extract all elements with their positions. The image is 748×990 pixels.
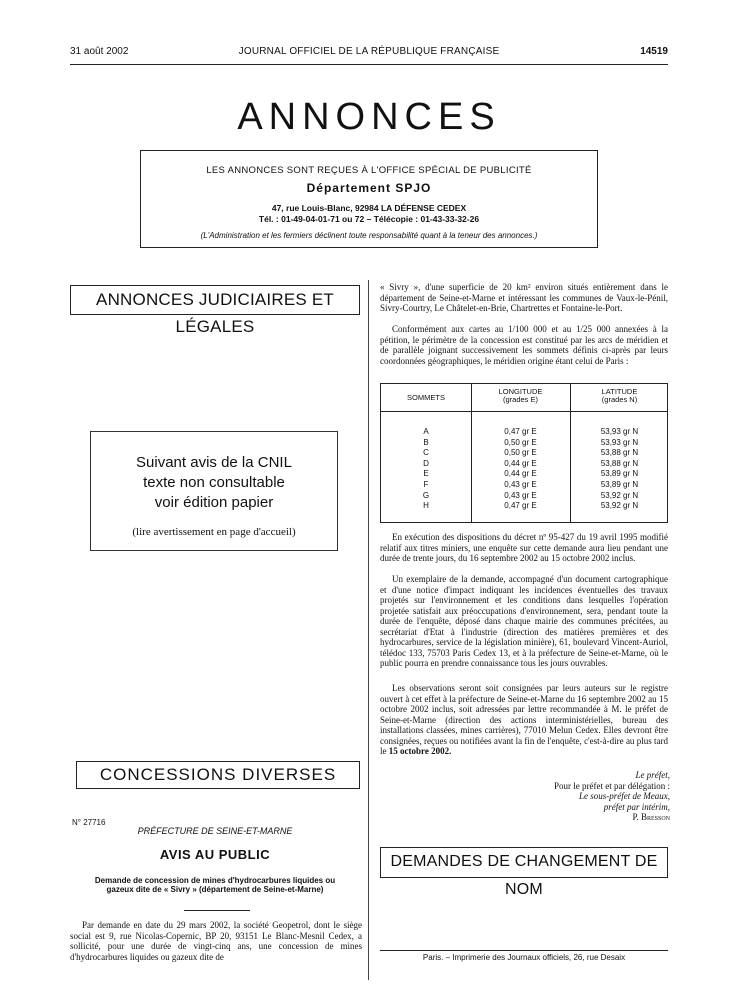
cnil-notice-box xyxy=(90,431,338,551)
notice-paragraph: En exécution des dispositions du décret nº 95-427 du 19 avril 1995 modifié relatif aux titres miniers, une enquête sur cette demande aura lieu pendant une durée de trente jours, du 16 septembre 2002 au 15 octobre 2002 inclus. xyxy=(380,532,668,563)
info-department: Département SPJO xyxy=(306,181,432,195)
table-cell: 0,44 gr E xyxy=(504,458,537,468)
info-box xyxy=(140,150,598,248)
table-cell: 53,93 gr N xyxy=(600,437,639,447)
header-page-number: 14519 xyxy=(640,46,668,57)
table-cell: G xyxy=(422,490,430,500)
section-concessions-diverses: CONCESSIONS DIVERSES xyxy=(76,761,360,789)
signature-line: préfet par intérim, xyxy=(603,801,670,812)
section-annonces-judiciaires: ANNONCES JUDICIAIRES ET LÉGALES xyxy=(70,285,360,315)
notice-paragraph: Un exemplaire de la demande, accompagné d'un document cartographique et d'une notice d'impact indiquant les incidences éventuelles des travaux projetés sur l'environnement et les conditions dans lesquelles l'opération projetée satisfait aux préoccupations d'environnement, sera, pendant toute la durée de l'enquête, déposé dans chaque mairie des communes précitées, au secrétariat d'Etat à l'industrie (direction des matières premières et des hydrocarbures, service de la législation minière), 61, boulevard Vincent-Auriol, télédoc 133, 75703 Paris Cedex 13, et à la préfecture de Seine-et-Marne, où le public pourra en prendre connaissance tous les jours ouvrables. xyxy=(380,574,668,668)
notice-prefecture: PRÉFECTURE DE SEINE-ET-MARNE xyxy=(137,826,293,836)
table-cell: 53,93 gr N xyxy=(600,427,639,436)
page-title: ANNONCES xyxy=(237,96,501,138)
info-line: LES ANNONCES SONT REÇUES À L'OFFICE SPÉCIAL DE PUBLICITÉ xyxy=(206,165,532,176)
table-cell: 0,50 gr E xyxy=(504,448,537,458)
cnil-line: texte non consultable xyxy=(143,474,285,491)
table-cell: 0,44 gr E xyxy=(504,469,537,479)
table-cell: C xyxy=(423,448,429,458)
table-cell: 0,43 gr E xyxy=(504,479,537,489)
table-header-longitude-label: LONGITUDE xyxy=(498,387,543,396)
info-phone: Tél. : 01-49-04-01-71 ou 72 – Télécopie : 01-43-33-32-26 xyxy=(258,214,480,224)
signature-line: Le sous-préfet de Meaux, xyxy=(579,791,670,801)
notice-subject: Demande de concession de mines d'hydrocarbures liquides ou gazeux dite de « Sivry » (département de Seine-et-Marne) xyxy=(94,876,336,894)
signature-line: Pour le préfet et par délégation : xyxy=(554,780,670,791)
coordinates-table xyxy=(380,383,668,523)
cnil-line: Suivant avis de la CNIL xyxy=(136,454,292,471)
table-header-longitude-unit: (grades E) xyxy=(502,395,538,404)
table-header-latitude-unit: (grades N) xyxy=(601,395,638,404)
section-changement-de-nom: DEMANDES DE CHANGEMENT DE NOM xyxy=(380,847,668,878)
footer-imprint: Paris. – Imprimerie des Journaux officiels, 26, rue Desaix xyxy=(422,953,626,962)
table-cell: D xyxy=(423,458,429,468)
table-cell: E xyxy=(423,469,429,479)
signature-line: Le préfet, xyxy=(635,770,670,780)
table-cell: 53,88 gr N xyxy=(600,448,639,458)
table-header-latitude-label: LATITUDE xyxy=(601,387,638,396)
table-cell: A xyxy=(423,427,429,436)
table-cell: B xyxy=(423,437,429,447)
notice-deadline: 15 octobre 2002. xyxy=(388,746,452,756)
page-header xyxy=(70,46,668,62)
table-cell: 53,92 gr N xyxy=(600,501,639,511)
signature-block xyxy=(470,770,670,823)
table-header-sommets: SOMMETS xyxy=(407,393,445,402)
info-address: 47, rue Louis-Blanc, 92984 LA DÉFENSE CEDEX xyxy=(271,203,467,213)
table-column-latitude xyxy=(570,427,669,512)
footer-divider xyxy=(380,950,668,951)
cnil-warning: (lire avertissement en page d'accueil) xyxy=(132,526,296,538)
table-header-divider xyxy=(381,411,667,412)
notice-heading: AVIS AU PUBLIC xyxy=(159,847,271,862)
notice-paragraph: Conformément aux cartes au 1/100 000 et au 1/25 000 annexées à la pétition, le périmètre de la concession est constitué par les arcs de méridien et de parallèle joignant successivement les sommets définis ci-après par leurs coordonnées géographiques, le méridien origine étant celui de Paris : xyxy=(380,324,668,366)
table-cell: 53,89 gr N xyxy=(600,479,639,489)
notice-paragraph-text: Les observations seront soit consignées par leurs auteurs sur le registre ouvert à cet effet à la préfecture de Seine-et-Marne du 16 septembre 2002 au 15 octobre 2002 inclus, soit adressées par lettre recommandée à M. le préfet de Seine-et-Marne (direction des actions interministérielles, bureau des installations classées, mines carrières), 77010 Melun Cedex. Elles devront être consignées, reçues ou notifiées avant la fin de l'enquête, c'est-à-dire au plus tard le xyxy=(380,683,668,756)
table-cell: 0,47 gr E xyxy=(504,427,537,436)
table-cell: 53,89 gr N xyxy=(600,469,639,479)
table-column-longitude xyxy=(471,427,570,512)
header-date: 31 août 2002 xyxy=(70,46,129,57)
notice-paragraph: « Sivry », d'une superficie de 20 km² environ situés entièrement dans le département de Seine-et-Marne et intéressant les communes de Vaux-le-Pénil, Sivry-Courtry, Le Châtelet-en-Brie, Chartrettes et Fontaine-le-Port. xyxy=(380,282,668,313)
table-cell: 0,47 gr E xyxy=(504,501,537,511)
table-header-longitude xyxy=(471,388,570,404)
notice-divider xyxy=(184,910,250,911)
column-divider xyxy=(368,280,369,980)
header-divider xyxy=(70,64,668,65)
table-cell: 0,50 gr E xyxy=(504,437,537,447)
info-disclaimer: (L'Administration et les fermiers déclinent toute responsabilité quant à la teneur des annonces.) xyxy=(200,231,538,240)
notice-paragraph: Par demande en date du 29 mars 2002, la société Geopetrol, dont le siège social est 9, rue Nicolas-Copernic, BP 20, 93151 Le Blanc-Mesnil Cedex, a sollicité, pour une durée de vingt-cinq ans, une concession de mines d'hydrocarbures liquides ou gazeux dite de xyxy=(70,920,362,962)
table-header-latitude xyxy=(570,388,669,404)
notice-paragraph xyxy=(380,683,668,757)
table-column-sommets xyxy=(381,427,471,512)
notice-number: N° 27716 xyxy=(72,818,106,827)
cnil-line: voir édition papier xyxy=(154,494,274,511)
table-cell: 53,88 gr N xyxy=(600,458,639,468)
signature-name: P. Bresson xyxy=(632,812,670,822)
table-cell: 0,43 gr E xyxy=(504,490,537,500)
header-journal-title: JOURNAL OFFICIEL DE LA RÉPUBLIQUE FRANÇAISE xyxy=(238,46,500,57)
table-cell: 53,92 gr N xyxy=(600,490,639,500)
table-cell: H xyxy=(423,501,429,511)
table-cell: F xyxy=(423,479,429,489)
